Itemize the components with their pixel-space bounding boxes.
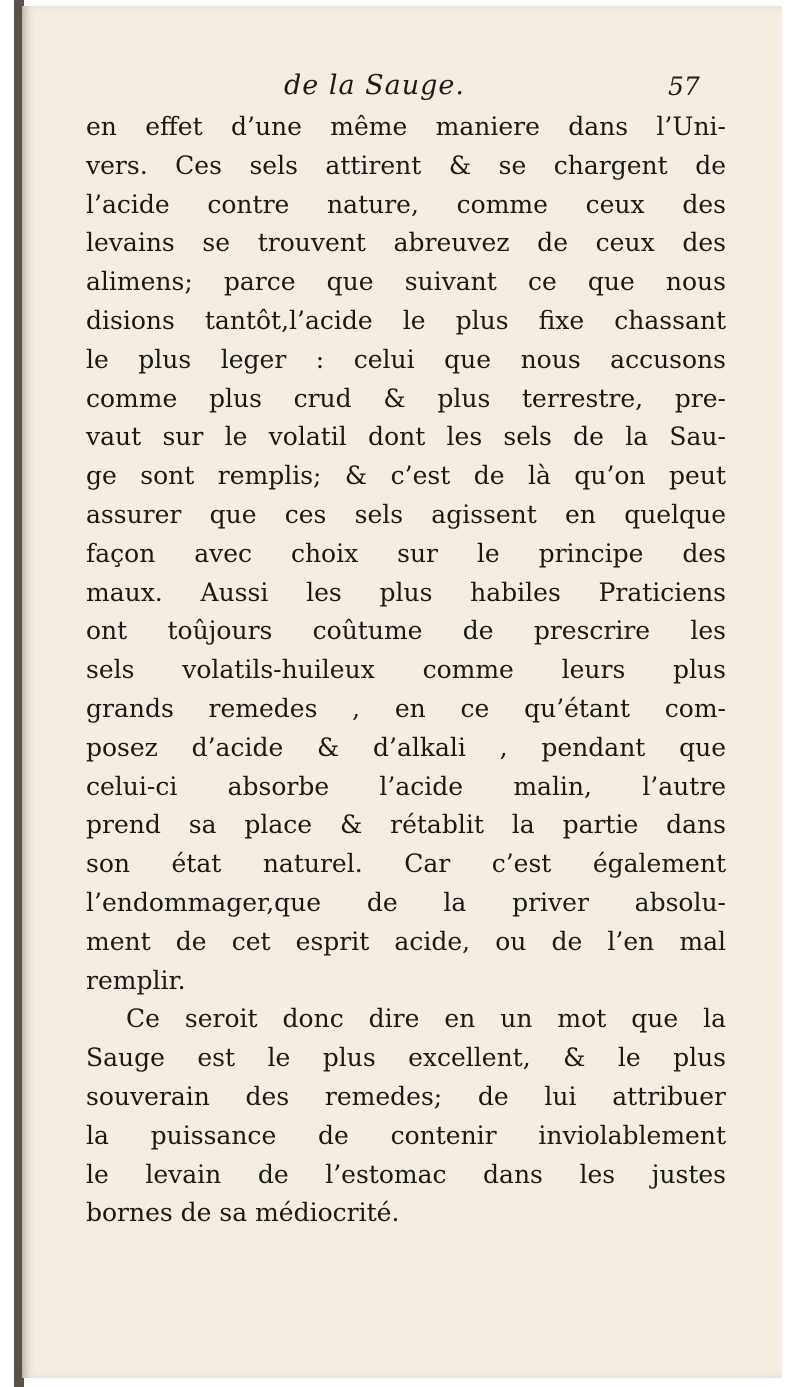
text-line: Ce seroit donc dire en un mot que la <box>126 1004 726 1034</box>
text-line: comme plus crud & plus terrestre, pre- <box>86 383 726 413</box>
text-line: la puissance de contenir inviolablement <box>86 1120 726 1150</box>
page-number: 57 <box>668 72 700 101</box>
text-line: l’acide contre nature, comme ceux des <box>86 189 726 219</box>
text-line: son état naturel. Car c’est également <box>86 849 726 879</box>
text-line: remplir. <box>86 965 186 995</box>
text-line: ment de cet esprit acide, ou de l’en mal <box>86 926 726 956</box>
text-line: façon avec choix sur le principe des <box>86 538 726 568</box>
paragraph-1 <box>86 108 726 1000</box>
running-head <box>0 70 800 110</box>
text-line: disions tantôt,l’acide le plus fixe chassant <box>86 305 726 335</box>
text-line: grands remedes , en ce qu’étant com- <box>86 693 726 723</box>
paragraph-2 <box>86 1000 726 1233</box>
text-line: prend sa place & rétablit la partie dans <box>86 810 726 840</box>
text-line: levains se trouvent abreuvez de ceux des <box>86 228 726 258</box>
text-line: celui-ci absorbe l’acide malin, l’autre <box>86 771 726 801</box>
running-head-title: de la Sauge. <box>284 70 465 101</box>
body-text <box>86 108 726 1233</box>
text-line: ge sont remplis; & c’est de là qu’on peut <box>86 461 726 491</box>
text-line: le levain de l’estomac dans les justes <box>86 1159 726 1189</box>
text-line: sels volatils-huileux comme leurs plus <box>86 655 726 685</box>
text-line: alimens; parce que suivant ce que nous <box>86 267 726 297</box>
scan-margin <box>782 0 800 1387</box>
text-line: assurer que ces sels agissent en quelque <box>86 499 726 529</box>
text-line: vaut sur le volatil dont les sels de la Sau- <box>86 422 726 452</box>
text-line: ont toûjours coûtume de prescrire les <box>86 616 726 646</box>
text-line: maux. Aussi les plus habiles Praticiens <box>86 577 726 607</box>
text-line: souverain des remedes; de lui attribuer <box>86 1081 726 1111</box>
text-line: posez d’acide & d’alkali , pendant que <box>86 732 726 762</box>
text-line: le plus leger : celui que nous accusons <box>86 344 726 374</box>
text-line: l’endommager,que de la priver absolu- <box>86 887 726 917</box>
text-line: en effet d’une même maniere dans l’Uni- <box>86 112 726 141</box>
text-line: bornes de sa médiocrité. <box>86 1198 400 1228</box>
text-line: vers. Ces sels attirent & se chargent de <box>86 150 726 180</box>
text-line: Sauge est le plus excellent, & le plus <box>86 1043 726 1073</box>
